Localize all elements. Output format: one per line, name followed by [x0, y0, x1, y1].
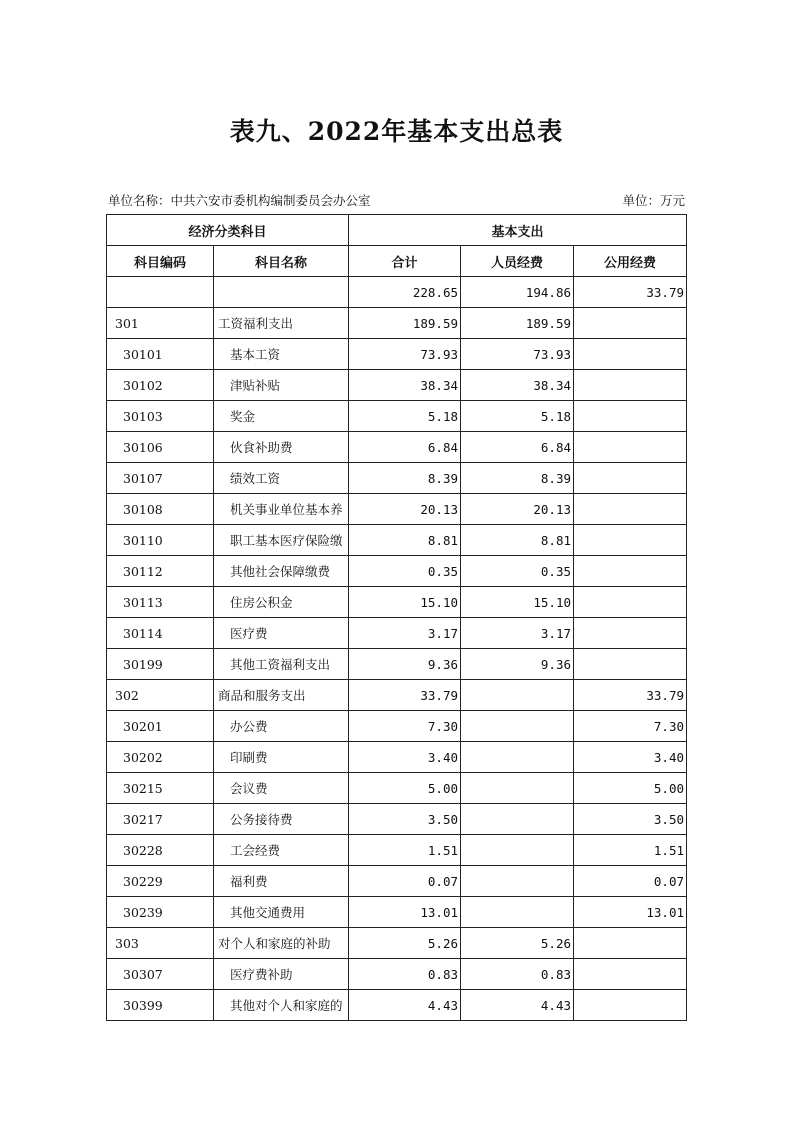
cell-public: 33.79 [574, 680, 687, 711]
cell-personnel: 5.18 [461, 401, 574, 432]
cell-personnel [461, 742, 574, 773]
cell-public: 0.07 [574, 866, 687, 897]
cell-code: 30103 [107, 401, 214, 432]
cell-name: 医疗费 [214, 618, 349, 649]
cell-name: 会议费 [214, 773, 349, 804]
table-row [107, 401, 687, 432]
header-name: 科目名称 [214, 246, 349, 277]
cell-total: 228.65 [349, 277, 461, 308]
cell-code: 30106 [107, 432, 214, 463]
cell-personnel: 189.59 [461, 308, 574, 339]
cell-public [574, 959, 687, 990]
cell-personnel: 4.43 [461, 990, 574, 1021]
cell-public [574, 556, 687, 587]
cell-name: 商品和服务支出 [214, 680, 349, 711]
cell-personnel: 38.34 [461, 370, 574, 401]
cell-name: 其他对个人和家庭的 [214, 990, 349, 1021]
table-row [107, 649, 687, 680]
table-row [107, 680, 687, 711]
cell-name: 基本工资 [214, 339, 349, 370]
header-basic-expenditure: 基本支出 [349, 215, 687, 246]
cell-total: 9.36 [349, 649, 461, 680]
cell-personnel: 15.10 [461, 587, 574, 618]
cell-total: 15.10 [349, 587, 461, 618]
cell-total: 5.18 [349, 401, 461, 432]
table-row [107, 370, 687, 401]
cell-name: 其他工资福利支出 [214, 649, 349, 680]
cell-name: 住房公积金 [214, 587, 349, 618]
header-total: 合计 [349, 246, 461, 277]
cell-public [574, 525, 687, 556]
table-row [107, 866, 687, 897]
cell-code: 30202 [107, 742, 214, 773]
cell-personnel: 0.35 [461, 556, 574, 587]
cell-total: 8.81 [349, 525, 461, 556]
cell-public [574, 587, 687, 618]
expenditure-table [106, 214, 687, 1021]
table-row [107, 990, 687, 1021]
cell-personnel [461, 866, 574, 897]
cell-public: 1.51 [574, 835, 687, 866]
table-row [107, 339, 687, 370]
cell-personnel: 8.39 [461, 463, 574, 494]
table-row [107, 711, 687, 742]
cell-total: 33.79 [349, 680, 461, 711]
cell-code: 30107 [107, 463, 214, 494]
cell-total: 3.17 [349, 618, 461, 649]
cell-public [574, 618, 687, 649]
cell-code: 30201 [107, 711, 214, 742]
cell-code: 30114 [107, 618, 214, 649]
table-row [107, 773, 687, 804]
header-public: 公用经费 [574, 246, 687, 277]
cell-total: 7.30 [349, 711, 461, 742]
cell-public [574, 370, 687, 401]
cell-name: 印刷费 [214, 742, 349, 773]
table-row [107, 432, 687, 463]
cell-name: 职工基本医疗保险缴 [214, 525, 349, 556]
unit-name: 单位名称：中共六安市委机构编制委员会办公室 [108, 193, 371, 208]
unit-label: 单位：万元 [622, 193, 685, 208]
cell-total: 20.13 [349, 494, 461, 525]
table-row [107, 804, 687, 835]
cell-code: 30399 [107, 990, 214, 1021]
cell-personnel [461, 711, 574, 742]
cell-code: 30217 [107, 804, 214, 835]
cell-public: 7.30 [574, 711, 687, 742]
cell-public [574, 494, 687, 525]
cell-total: 6.84 [349, 432, 461, 463]
cell-name: 其他社会保障缴费 [214, 556, 349, 587]
cell-name: 其他交通费用 [214, 897, 349, 928]
cell-code: 30102 [107, 370, 214, 401]
cell-personnel: 3.17 [461, 618, 574, 649]
cell-public [574, 463, 687, 494]
cell-code: 30110 [107, 525, 214, 556]
cell-code: 303 [107, 928, 214, 959]
cell-public [574, 649, 687, 680]
cell-code: 30112 [107, 556, 214, 587]
cell-personnel: 8.81 [461, 525, 574, 556]
cell-public: 33.79 [574, 277, 687, 308]
cell-public [574, 928, 687, 959]
page-title: 表九、2022年基本支出总表 [229, 117, 564, 146]
cell-name: 工会经费 [214, 835, 349, 866]
cell-name: 机关事业单位基本养 [214, 494, 349, 525]
table-row [107, 494, 687, 525]
cell-public [574, 339, 687, 370]
cell-total: 0.83 [349, 959, 461, 990]
table-row [107, 277, 687, 308]
cell-personnel [461, 835, 574, 866]
cell-personnel: 73.93 [461, 339, 574, 370]
header-personnel: 人员经费 [461, 246, 574, 277]
cell-personnel: 0.83 [461, 959, 574, 990]
cell-public [574, 401, 687, 432]
table-row [107, 618, 687, 649]
cell-total: 73.93 [349, 339, 461, 370]
cell-public: 5.00 [574, 773, 687, 804]
header-row-columns [107, 246, 687, 277]
header-row-groups [107, 215, 687, 246]
cell-total: 189.59 [349, 308, 461, 339]
table-row [107, 587, 687, 618]
table-row [107, 928, 687, 959]
cell-name: 对个人和家庭的补助 [214, 928, 349, 959]
cell-personnel [461, 680, 574, 711]
cell-name: 奖金 [214, 401, 349, 432]
cell-public [574, 308, 687, 339]
table-row [107, 525, 687, 556]
cell-public [574, 990, 687, 1021]
cell-total: 4.43 [349, 990, 461, 1021]
cell-code: 30199 [107, 649, 214, 680]
cell-name [214, 277, 349, 308]
cell-code: 30307 [107, 959, 214, 990]
cell-name: 工资福利支出 [214, 308, 349, 339]
cell-total: 3.40 [349, 742, 461, 773]
cell-code [107, 277, 214, 308]
table-row [107, 835, 687, 866]
cell-total: 1.51 [349, 835, 461, 866]
cell-total: 0.07 [349, 866, 461, 897]
cell-code: 30229 [107, 866, 214, 897]
cell-code: 30228 [107, 835, 214, 866]
cell-name: 福利费 [214, 866, 349, 897]
cell-personnel: 6.84 [461, 432, 574, 463]
cell-personnel: 194.86 [461, 277, 574, 308]
header-economic-classification: 经济分类科目 [107, 215, 349, 246]
header-code: 科目编码 [107, 246, 214, 277]
table-row [107, 959, 687, 990]
table-row [107, 742, 687, 773]
cell-code: 30113 [107, 587, 214, 618]
cell-personnel: 5.26 [461, 928, 574, 959]
cell-public: 3.40 [574, 742, 687, 773]
cell-name: 办公费 [214, 711, 349, 742]
cell-public [574, 432, 687, 463]
cell-code: 30108 [107, 494, 214, 525]
cell-personnel: 20.13 [461, 494, 574, 525]
table-row [107, 897, 687, 928]
cell-total: 5.00 [349, 773, 461, 804]
table-row [107, 463, 687, 494]
cell-personnel [461, 773, 574, 804]
cell-name: 医疗费补助 [214, 959, 349, 990]
cell-name: 津贴补贴 [214, 370, 349, 401]
cell-total: 5.26 [349, 928, 461, 959]
cell-total: 0.35 [349, 556, 461, 587]
cell-personnel: 9.36 [461, 649, 574, 680]
table-row [107, 308, 687, 339]
cell-total: 3.50 [349, 804, 461, 835]
cell-public: 13.01 [574, 897, 687, 928]
cell-name: 伙食补助费 [214, 432, 349, 463]
cell-code: 302 [107, 680, 214, 711]
cell-total: 13.01 [349, 897, 461, 928]
cell-code: 30239 [107, 897, 214, 928]
cell-code: 30215 [107, 773, 214, 804]
table-row [107, 556, 687, 587]
cell-personnel [461, 804, 574, 835]
cell-total: 38.34 [349, 370, 461, 401]
cell-code: 30101 [107, 339, 214, 370]
cell-public: 3.50 [574, 804, 687, 835]
cell-code: 301 [107, 308, 214, 339]
cell-name: 公务接待费 [214, 804, 349, 835]
cell-personnel [461, 897, 574, 928]
cell-total: 8.39 [349, 463, 461, 494]
cell-name: 绩效工资 [214, 463, 349, 494]
